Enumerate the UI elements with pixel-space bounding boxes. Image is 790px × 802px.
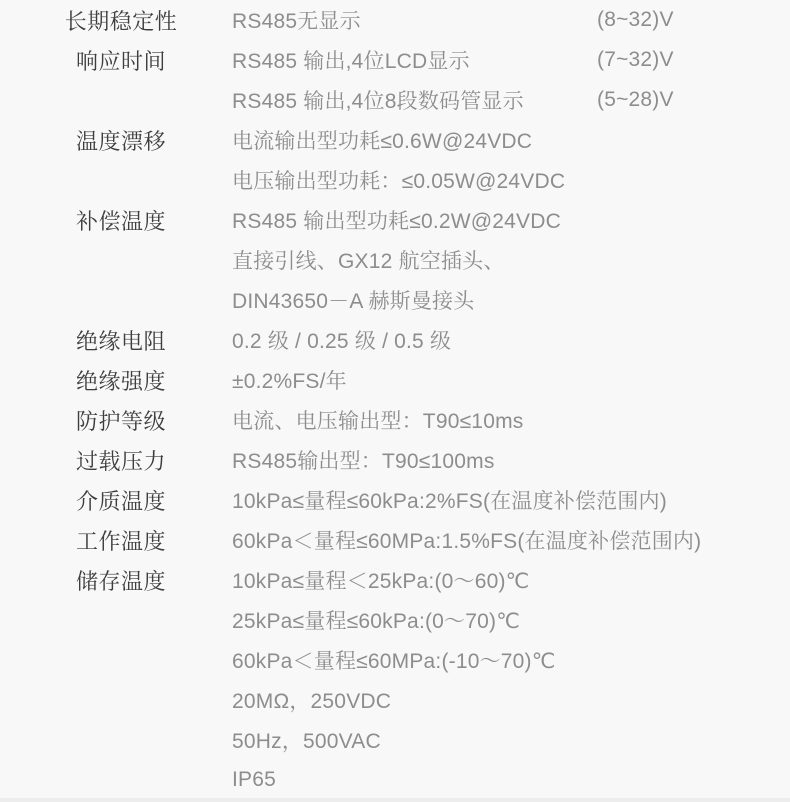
spec-extra-value: (5~28)V xyxy=(597,88,674,111)
spec-row xyxy=(0,80,790,120)
spec-value: 电流输出型功耗≤0.6W@24VDC xyxy=(232,130,533,153)
spec-label: 响应时间 xyxy=(75,48,166,74)
spec-label: 介质温度 xyxy=(75,488,166,514)
spec-row xyxy=(0,600,790,640)
spec-value: 电流、电压输出型：T90≤10ms xyxy=(232,410,524,433)
spec-row xyxy=(0,280,790,320)
spec-value: 20MΩ，250VDC xyxy=(232,690,392,713)
spec-row xyxy=(0,400,790,440)
spec-label: 长期稳定性 xyxy=(64,8,178,34)
spec-row xyxy=(0,640,790,680)
spec-row xyxy=(0,520,790,560)
spec-value: 0.2 级 / 0.25 级 / 0.5 级 xyxy=(232,330,452,353)
spec-label: 过载压力 xyxy=(75,448,166,474)
spec-label: 绝缘强度 xyxy=(75,368,166,394)
spec-extra-value: (8~32)V xyxy=(597,8,674,31)
spec-label: 储存温度 xyxy=(75,568,166,594)
spec-row xyxy=(0,0,790,40)
spec-row xyxy=(0,440,790,480)
spec-row xyxy=(0,200,790,240)
spec-value: 10kPa≤量程≤60kPa:2%FS(在温度补偿范围内) xyxy=(232,490,667,513)
spec-value: RS485 输出,4位8段数码管显示 xyxy=(232,90,524,113)
spec-row xyxy=(0,120,790,160)
spec-row xyxy=(0,320,790,360)
spec-value: 25kPa≤量程≤60kPa:(0～70)℃ xyxy=(232,610,520,633)
spec-row xyxy=(0,480,790,520)
spec-row xyxy=(0,40,790,80)
spec-label: 绝缘电阻 xyxy=(75,328,166,354)
spec-label: 补偿温度 xyxy=(75,208,166,234)
spec-value: IP65 xyxy=(232,768,276,791)
spec-row xyxy=(0,680,790,720)
spec-value: RS485输出型：T90≤100ms xyxy=(232,450,495,473)
spec-row xyxy=(0,360,790,400)
spec-row xyxy=(0,760,790,800)
spec-row xyxy=(0,720,790,760)
spec-value: 电压输出型功耗：≤0.05W@24VDC xyxy=(232,170,566,193)
section-divider xyxy=(0,798,790,802)
spec-value: RS485无显示 xyxy=(232,10,361,33)
spec-value: 直接引线、GX12 航空插头、 xyxy=(232,250,505,273)
spec-value: 50Hz，500VAC xyxy=(232,730,381,753)
spec-value: 10kPa≤量程＜25kPa:(0～60)℃ xyxy=(232,570,530,593)
spec-value: 60kPa＜量程≤60MPa:(-10～70)℃ xyxy=(232,650,556,673)
spec-row xyxy=(0,560,790,600)
spec-label: 工作温度 xyxy=(75,528,166,554)
spec-row xyxy=(0,160,790,200)
spec-value: 60kPa＜量程≤60MPa:1.5%FS(在温度补偿范围内) xyxy=(232,530,702,553)
spec-value: DIN43650－A 赫斯曼接头 xyxy=(232,290,475,313)
spec-value: ±0.2%FS/年 xyxy=(232,370,347,393)
spec-row xyxy=(0,240,790,280)
spec-extra-value: (7~32)V xyxy=(597,48,674,71)
spec-label: 防护等级 xyxy=(75,408,166,434)
spec-value: RS485 输出型功耗≤0.2W@24VDC xyxy=(232,210,561,233)
spec-label: 温度漂移 xyxy=(75,128,166,154)
spec-value: RS485 输出,4位LCD显示 xyxy=(232,50,470,73)
